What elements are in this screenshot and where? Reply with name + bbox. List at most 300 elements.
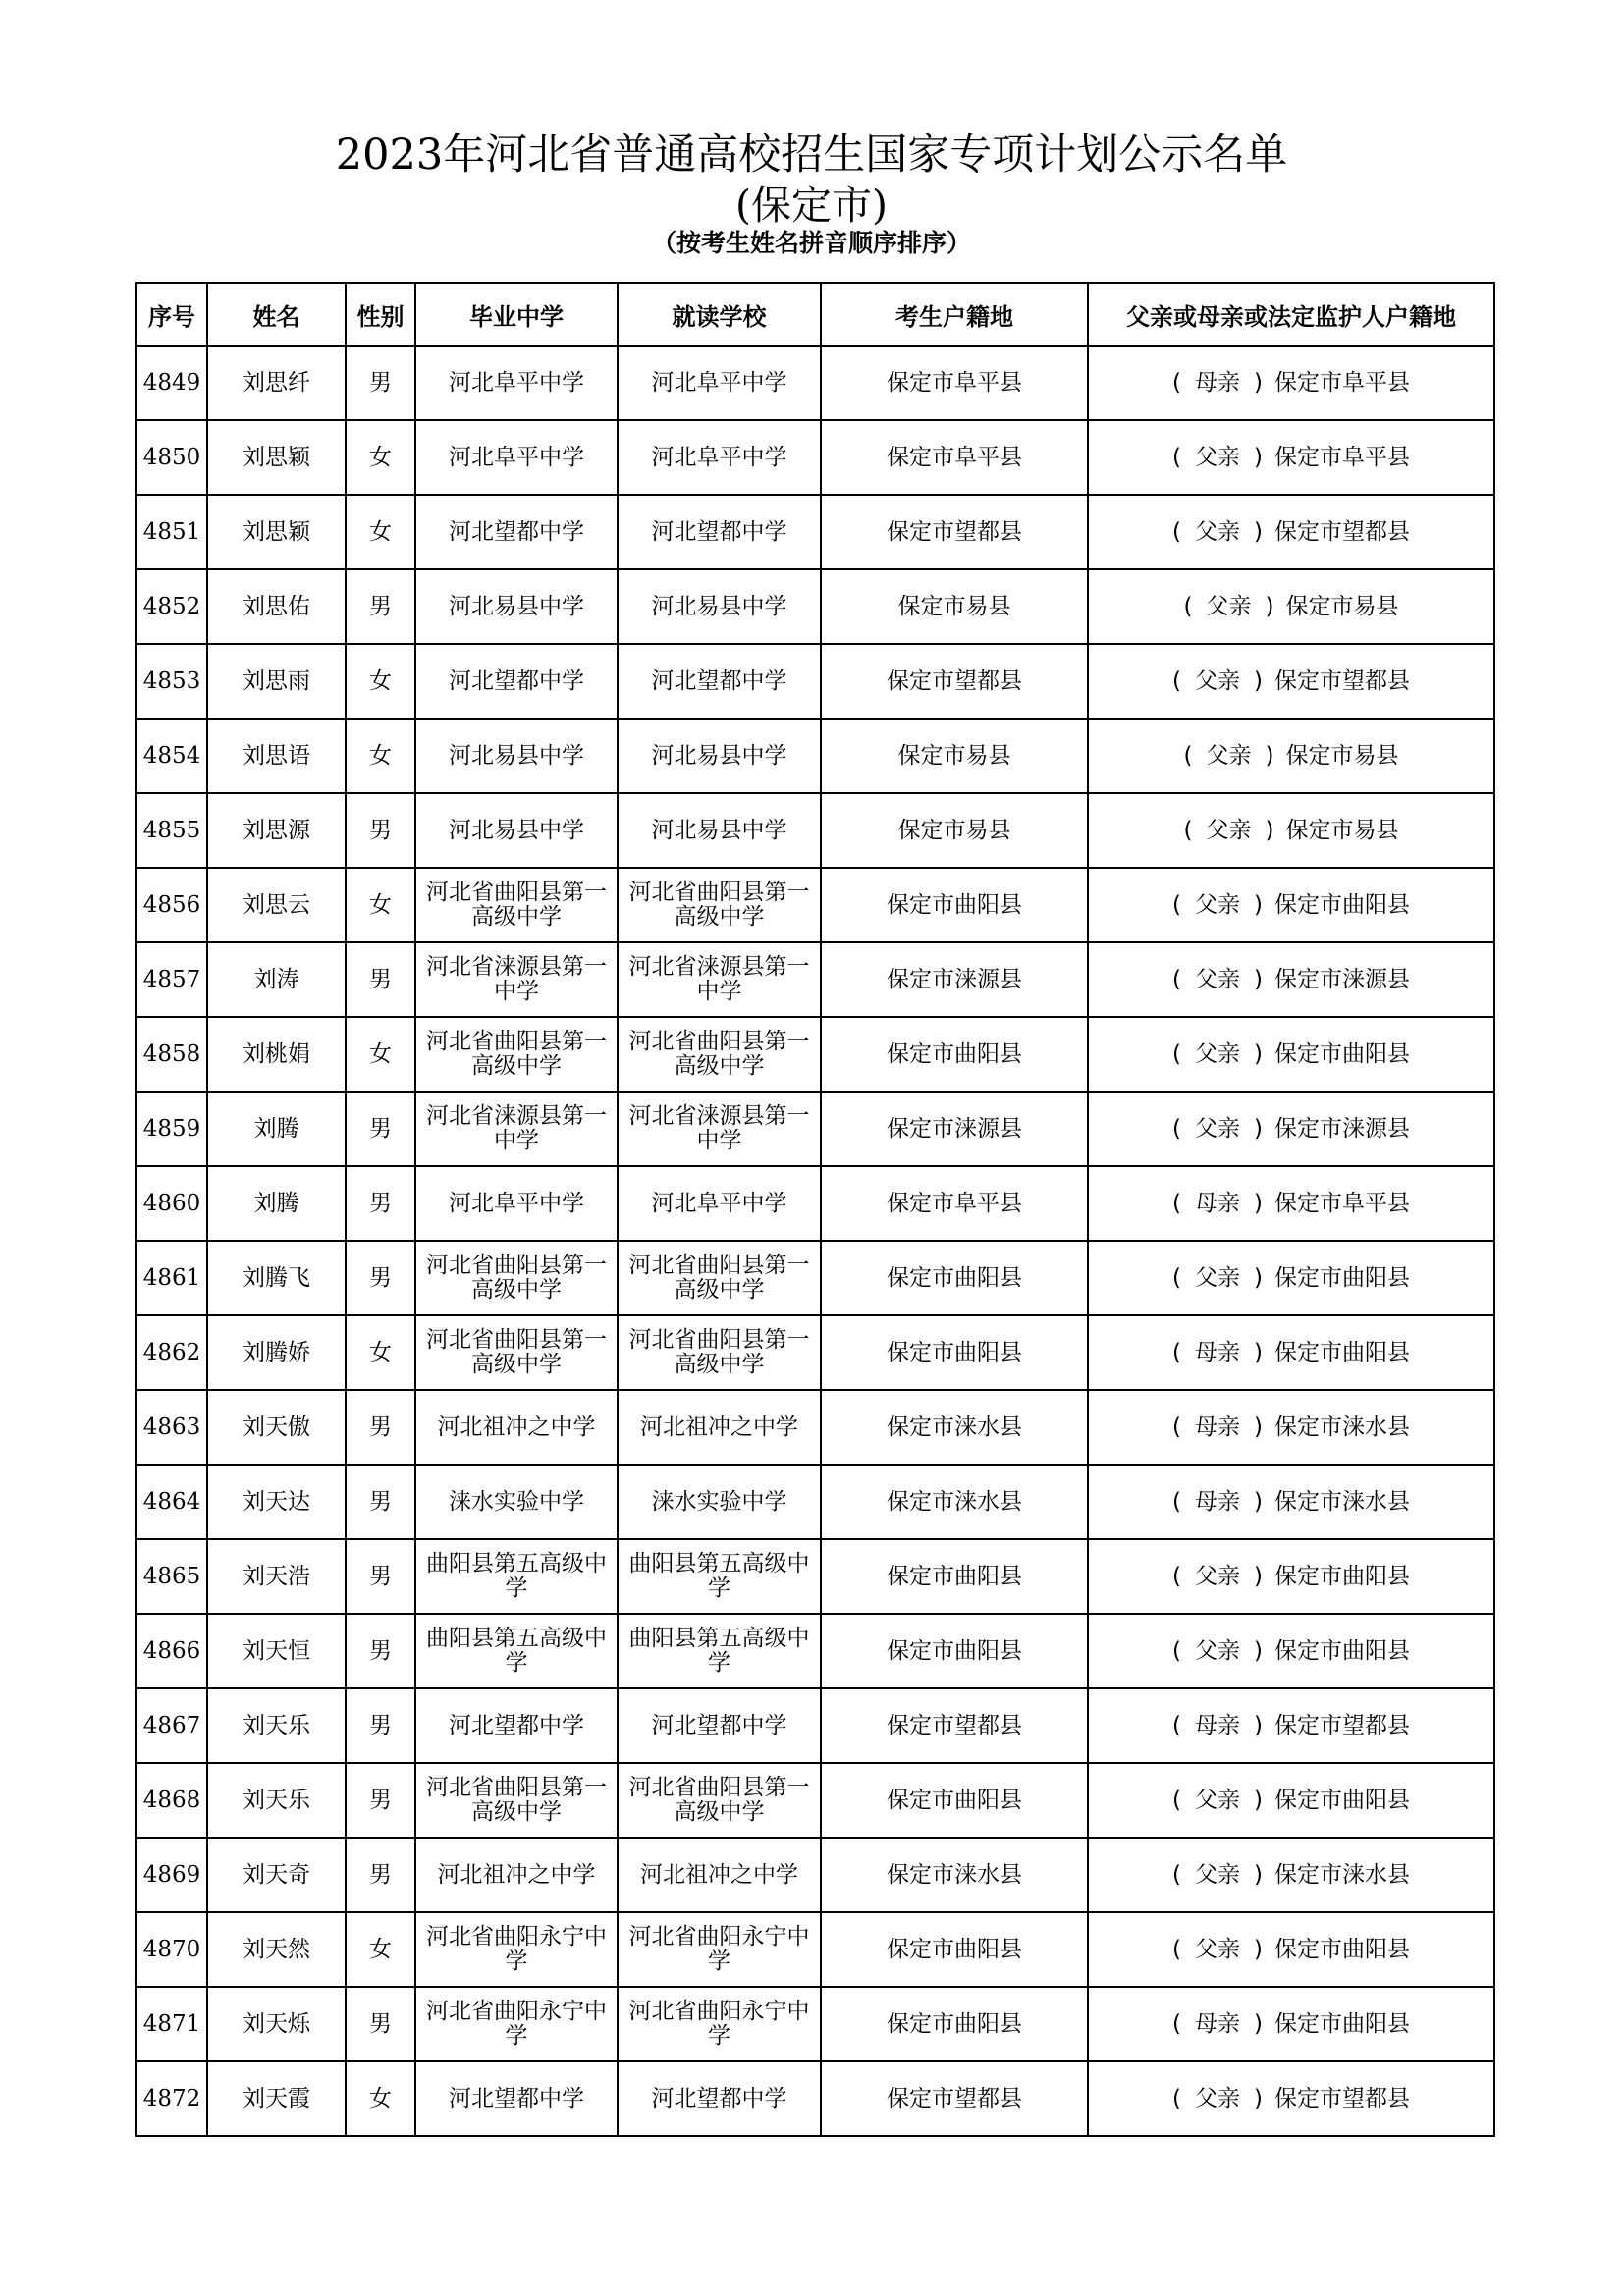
table-header-row <box>136 283 1494 346</box>
cell-seq: 4869 <box>136 1838 207 1912</box>
table-row <box>136 793 1494 868</box>
cell-name: 刘腾飞 <box>207 1241 346 1315</box>
cell-guardian <box>1088 793 1494 868</box>
guardian-relation: 父亲 <box>1195 518 1240 545</box>
sort-note: （按考生姓名拼音顺序排序） <box>651 229 971 257</box>
cell-current-school: 河北祖冲之中学 <box>618 1838 821 1912</box>
cell-grad-school: 河北祖冲之中学 <box>415 1838 618 1912</box>
cell-guardian <box>1088 1092 1494 1166</box>
cell-guardian <box>1088 644 1494 719</box>
table-row <box>136 1987 1494 2061</box>
cell-current-school: 河北省曲阳县第一高级中学 <box>618 1241 821 1315</box>
cell-current-school: 河北省曲阳永宁中学 <box>618 1987 821 2061</box>
guardian-open-paren: ( <box>1172 1339 1181 1365</box>
cell-name: 刘腾 <box>207 1092 346 1166</box>
cell-guardian <box>1088 2061 1494 2136</box>
guardian-relation: 父亲 <box>1195 2085 1240 2111</box>
guardian-close-paren: ) <box>1254 1264 1263 1291</box>
cell-gender: 女 <box>346 719 415 793</box>
cell-grad-school: 河北省涞源县第一中学 <box>415 1092 618 1166</box>
cell-residence: 保定市阜平县 <box>821 346 1088 420</box>
cell-name: 刘天达 <box>207 1465 346 1539</box>
cell-grad-school: 河北省曲阳县第一高级中学 <box>415 1017 618 1092</box>
cell-gender: 男 <box>346 1987 415 2061</box>
cell-grad-school: 河北省曲阳县第一高级中学 <box>415 1315 618 1390</box>
guardian-close-paren: ) <box>1254 1339 1263 1365</box>
guardian-relation: 母亲 <box>1195 369 1240 396</box>
cell-grad-school: 河北望都中学 <box>415 495 618 569</box>
cell-current-school: 河北阜平中学 <box>618 346 821 420</box>
cell-current-school: 河北望都中学 <box>618 1688 821 1763</box>
cell-current-school: 河北望都中学 <box>618 2061 821 2136</box>
document-title: 2023年河北省普通高校招生国家专项计划公示名单 <box>335 131 1288 180</box>
cell-current-school: 河北省曲阳永宁中学 <box>618 1912 821 1987</box>
guardian-residence: 保定市易县 <box>1285 593 1399 619</box>
cell-guardian <box>1088 1166 1494 1241</box>
guardian-open-paren: ( <box>1172 1563 1181 1589</box>
cell-residence: 保定市望都县 <box>821 1688 1088 1763</box>
cell-residence: 保定市曲阳县 <box>821 1017 1088 1092</box>
guardian-close-paren: ) <box>1254 1637 1263 1664</box>
guardian-open-paren: ( <box>1172 1414 1181 1440</box>
cell-residence: 保定市曲阳县 <box>821 1763 1088 1838</box>
cell-grad-school: 曲阳县第五高级中学 <box>415 1539 618 1614</box>
guardian-relation: 母亲 <box>1195 1339 1240 1365</box>
table-row <box>136 942 1494 1017</box>
guardian-residence: 保定市望都县 <box>1273 1712 1410 1738</box>
cell-seq: 4856 <box>136 868 207 942</box>
cell-residence: 保定市望都县 <box>821 495 1088 569</box>
table-row <box>136 346 1494 420</box>
guardian-residence: 保定市涞水县 <box>1273 1488 1410 1515</box>
cell-current-school: 河北省曲阳县第一高级中学 <box>618 1315 821 1390</box>
cell-current-school: 河北阜平中学 <box>618 1166 821 1241</box>
cell-gender: 男 <box>346 1092 415 1166</box>
cell-gender: 男 <box>346 346 415 420</box>
cell-seq: 4871 <box>136 1987 207 2061</box>
guardian-open-paren: ( <box>1172 1712 1181 1738</box>
col-header-residence: 考生户籍地 <box>821 283 1088 346</box>
cell-seq: 4861 <box>136 1241 207 1315</box>
col-header-grad-school: 毕业中学 <box>415 283 618 346</box>
cell-name: 刘天烁 <box>207 1987 346 2061</box>
guardian-close-paren: ) <box>1254 1041 1263 1067</box>
cell-residence: 保定市涞源县 <box>821 1092 1088 1166</box>
col-header-current-school: 就读学校 <box>618 283 821 346</box>
cell-current-school: 河北望都中学 <box>618 495 821 569</box>
guardian-residence: 保定市阜平县 <box>1273 1190 1410 1216</box>
table-row <box>136 1390 1494 1465</box>
cell-current-school: 涞水实验中学 <box>618 1465 821 1539</box>
cell-gender: 男 <box>346 1166 415 1241</box>
cell-residence: 保定市易县 <box>821 569 1088 644</box>
cell-grad-school: 河北省曲阳永宁中学 <box>415 1987 618 2061</box>
cell-residence: 保定市涞水县 <box>821 1838 1088 1912</box>
guardian-residence: 保定市曲阳县 <box>1273 1936 1410 1962</box>
cell-current-school: 曲阳县第五高级中学 <box>618 1614 821 1688</box>
guardian-close-paren: ) <box>1254 444 1263 470</box>
table-row <box>136 1465 1494 1539</box>
cell-current-school: 河北省曲阳县第一高级中学 <box>618 1763 821 1838</box>
cell-guardian <box>1088 868 1494 942</box>
table-row <box>136 1688 1494 1763</box>
cell-current-school: 河北省涞源县第一中学 <box>618 942 821 1017</box>
guardian-residence: 保定市曲阳县 <box>1273 1563 1410 1589</box>
table-row <box>136 1539 1494 1614</box>
cell-gender: 女 <box>346 2061 415 2136</box>
guardian-relation: 父亲 <box>1195 1264 1240 1291</box>
cell-guardian <box>1088 942 1494 1017</box>
cell-current-school: 河北易县中学 <box>618 569 821 644</box>
cell-gender: 女 <box>346 644 415 719</box>
guardian-open-paren: ( <box>1172 1115 1181 1142</box>
table-row <box>136 1838 1494 1912</box>
guardian-residence: 保定市易县 <box>1285 817 1399 843</box>
guardian-relation: 母亲 <box>1195 1488 1240 1515</box>
cell-gender: 男 <box>346 569 415 644</box>
guardian-close-paren: ) <box>1254 1563 1263 1589</box>
cell-guardian <box>1088 1241 1494 1315</box>
cell-name: 刘天乐 <box>207 1688 346 1763</box>
cell-seq: 4855 <box>136 793 207 868</box>
cell-gender: 男 <box>346 1838 415 1912</box>
cell-current-school: 河北易县中学 <box>618 719 821 793</box>
cell-seq: 4854 <box>136 719 207 793</box>
cell-grad-school: 河北阜平中学 <box>415 346 618 420</box>
cell-name: 刘思雨 <box>207 644 346 719</box>
cell-seq: 4853 <box>136 644 207 719</box>
guardian-relation: 父亲 <box>1195 444 1240 470</box>
cell-grad-school: 曲阳县第五高级中学 <box>415 1614 618 1688</box>
guardian-residence: 保定市涞源县 <box>1273 1115 1410 1142</box>
guardian-close-paren: ) <box>1254 1414 1263 1440</box>
cell-seq: 4865 <box>136 1539 207 1614</box>
cell-grad-school: 河北省曲阳县第一高级中学 <box>415 868 618 942</box>
cell-gender: 男 <box>346 1390 415 1465</box>
cell-seq: 4858 <box>136 1017 207 1092</box>
guardian-residence: 保定市阜平县 <box>1273 369 1410 396</box>
guardian-relation: 父亲 <box>1195 1041 1240 1067</box>
cell-gender: 女 <box>346 1017 415 1092</box>
cell-residence: 保定市曲阳县 <box>821 1539 1088 1614</box>
cell-seq: 4849 <box>136 346 207 420</box>
cell-guardian <box>1088 1465 1494 1539</box>
guardian-close-paren: ) <box>1254 518 1263 545</box>
col-header-name: 姓名 <box>207 283 346 346</box>
guardian-close-paren: ) <box>1254 966 1263 992</box>
cell-residence: 保定市涞水县 <box>821 1465 1088 1539</box>
guardian-close-paren: ) <box>1254 1861 1263 1888</box>
guardian-relation: 母亲 <box>1195 1414 1240 1440</box>
guardian-open-paren: ( <box>1172 966 1181 992</box>
cell-gender: 男 <box>346 942 415 1017</box>
guardian-open-paren: ( <box>1172 1264 1181 1291</box>
table-row <box>136 868 1494 942</box>
cell-gender: 男 <box>346 1465 415 1539</box>
cell-name: 刘天傲 <box>207 1390 346 1465</box>
guardian-residence: 保定市曲阳县 <box>1273 1787 1410 1813</box>
guardian-open-paren: ( <box>1183 593 1193 619</box>
cell-name: 刘天霞 <box>207 2061 346 2136</box>
guardian-relation: 父亲 <box>1195 1563 1240 1589</box>
cell-residence: 保定市望都县 <box>821 644 1088 719</box>
guardian-close-paren: ) <box>1254 667 1263 694</box>
table-row <box>136 1315 1494 1390</box>
col-header-guardian-residence: 父亲或母亲或法定监护人户籍地 <box>1088 283 1494 346</box>
guardian-open-paren: ( <box>1172 1787 1181 1813</box>
guardian-residence: 保定市曲阳县 <box>1273 1041 1410 1067</box>
cell-guardian <box>1088 420 1494 495</box>
guardian-open-paren: ( <box>1172 891 1181 918</box>
guardian-close-paren: ) <box>1254 1190 1263 1216</box>
guardian-close-paren: ) <box>1265 593 1274 619</box>
cell-gender: 女 <box>346 495 415 569</box>
cell-guardian <box>1088 1838 1494 1912</box>
cell-seq: 4866 <box>136 1614 207 1688</box>
cell-grad-school: 河北望都中学 <box>415 2061 618 2136</box>
cell-residence: 保定市易县 <box>821 793 1088 868</box>
cell-residence: 保定市涞水县 <box>821 1390 1088 1465</box>
cell-guardian <box>1088 1987 1494 2061</box>
guardian-relation: 父亲 <box>1195 667 1240 694</box>
cell-residence: 保定市曲阳县 <box>821 1614 1088 1688</box>
cell-name: 刘思纤 <box>207 346 346 420</box>
cell-guardian <box>1088 1315 1494 1390</box>
guardian-relation: 父亲 <box>1195 966 1240 992</box>
roster-body <box>136 346 1494 2136</box>
cell-residence: 保定市阜平县 <box>821 1166 1088 1241</box>
cell-gender: 男 <box>346 1539 415 1614</box>
cell-residence: 保定市涞源县 <box>821 942 1088 1017</box>
cell-guardian <box>1088 1688 1494 1763</box>
guardian-residence: 保定市曲阳县 <box>1273 1339 1410 1365</box>
table-row <box>136 495 1494 569</box>
cell-name: 刘思云 <box>207 868 346 942</box>
table-row <box>136 2061 1494 2136</box>
guardian-relation: 父亲 <box>1195 1936 1240 1962</box>
guardian-open-paren: ( <box>1172 1488 1181 1515</box>
guardian-open-paren: ( <box>1172 1190 1181 1216</box>
cell-residence: 保定市阜平县 <box>821 420 1088 495</box>
guardian-residence: 保定市涞源县 <box>1273 966 1410 992</box>
guardian-close-paren: ) <box>1254 1712 1263 1738</box>
table-row <box>136 1166 1494 1241</box>
cell-guardian <box>1088 1390 1494 1465</box>
cell-seq: 4859 <box>136 1092 207 1166</box>
cell-seq: 4868 <box>136 1763 207 1838</box>
cell-current-school: 河北祖冲之中学 <box>618 1390 821 1465</box>
cell-residence: 保定市曲阳县 <box>821 1912 1088 1987</box>
cell-residence: 保定市曲阳县 <box>821 1241 1088 1315</box>
guardian-open-paren: ( <box>1183 817 1193 843</box>
cell-seq: 4867 <box>136 1688 207 1763</box>
table-row <box>136 420 1494 495</box>
guardian-relation: 母亲 <box>1195 1712 1240 1738</box>
cell-grad-school: 河北易县中学 <box>415 569 618 644</box>
cell-guardian <box>1088 1017 1494 1092</box>
table-row <box>136 1614 1494 1688</box>
guardian-residence: 保定市曲阳县 <box>1273 1264 1410 1291</box>
document-subtitle: (保定市) <box>735 182 888 229</box>
cell-current-school: 河北阜平中学 <box>618 420 821 495</box>
cell-gender: 男 <box>346 1763 415 1838</box>
cell-gender: 女 <box>346 868 415 942</box>
guardian-relation: 父亲 <box>1195 1637 1240 1664</box>
cell-seq: 4860 <box>136 1166 207 1241</box>
table-row <box>136 1912 1494 1987</box>
cell-name: 刘思源 <box>207 793 346 868</box>
cell-current-school: 河北易县中学 <box>618 793 821 868</box>
cell-guardian <box>1088 1763 1494 1838</box>
guardian-relation: 父亲 <box>1195 1115 1240 1142</box>
table-row <box>136 644 1494 719</box>
guardian-close-paren: ) <box>1265 817 1274 843</box>
cell-grad-school: 河北省曲阳县第一高级中学 <box>415 1241 618 1315</box>
cell-name: 刘腾 <box>207 1166 346 1241</box>
cell-gender: 女 <box>346 1315 415 1390</box>
cell-residence: 保定市曲阳县 <box>821 868 1088 942</box>
cell-seq: 4872 <box>136 2061 207 2136</box>
cell-grad-school: 河北望都中学 <box>415 1688 618 1763</box>
cell-seq: 4852 <box>136 569 207 644</box>
cell-gender: 男 <box>346 1688 415 1763</box>
cell-current-school: 曲阳县第五高级中学 <box>618 1539 821 1614</box>
cell-guardian <box>1088 1912 1494 1987</box>
guardian-close-paren: ) <box>1254 1936 1263 1962</box>
cell-name: 刘天浩 <box>207 1539 346 1614</box>
guardian-residence: 保定市曲阳县 <box>1273 1637 1410 1664</box>
guardian-residence: 保定市曲阳县 <box>1273 891 1410 918</box>
guardian-open-paren: ( <box>1172 369 1181 396</box>
cell-gender: 女 <box>346 420 415 495</box>
cell-seq: 4862 <box>136 1315 207 1390</box>
roster-table <box>135 282 1495 2137</box>
cell-grad-school: 河北祖冲之中学 <box>415 1390 618 1465</box>
cell-grad-school: 河北省涞源县第一中学 <box>415 942 618 1017</box>
guardian-residence: 保定市涞水县 <box>1273 1861 1410 1888</box>
guardian-relation: 父亲 <box>1195 891 1240 918</box>
cell-residence: 保定市易县 <box>821 719 1088 793</box>
guardian-residence: 保定市望都县 <box>1273 667 1410 694</box>
cell-guardian <box>1088 569 1494 644</box>
guardian-relation: 父亲 <box>1206 742 1252 769</box>
cell-guardian <box>1088 719 1494 793</box>
cell-name: 刘天恒 <box>207 1614 346 1688</box>
cell-current-school: 河北省涞源县第一中学 <box>618 1092 821 1166</box>
guardian-residence: 保定市易县 <box>1285 742 1399 769</box>
cell-seq: 4863 <box>136 1390 207 1465</box>
cell-grad-school: 涞水实验中学 <box>415 1465 618 1539</box>
cell-current-school: 河北省曲阳县第一高级中学 <box>618 1017 821 1092</box>
guardian-residence: 保定市曲阳县 <box>1273 2010 1410 2037</box>
guardian-relation: 父亲 <box>1206 593 1252 619</box>
table-row <box>136 1763 1494 1838</box>
cell-name: 刘天奇 <box>207 1838 346 1912</box>
col-header-seq: 序号 <box>136 283 207 346</box>
guardian-residence: 保定市望都县 <box>1273 2085 1410 2111</box>
cell-name: 刘天然 <box>207 1912 346 1987</box>
cell-grad-school: 河北易县中学 <box>415 793 618 868</box>
guardian-open-paren: ( <box>1172 518 1181 545</box>
guardian-relation: 母亲 <box>1195 2010 1240 2037</box>
guardian-relation: 父亲 <box>1195 1861 1240 1888</box>
cell-name: 刘思语 <box>207 719 346 793</box>
col-header-gender: 性别 <box>346 283 415 346</box>
table-row <box>136 569 1494 644</box>
cell-name: 刘腾娇 <box>207 1315 346 1390</box>
guardian-open-paren: ( <box>1172 2085 1181 2111</box>
cell-guardian <box>1088 346 1494 420</box>
cell-guardian <box>1088 1614 1494 1688</box>
guardian-close-paren: ) <box>1254 891 1263 918</box>
cell-grad-school: 河北易县中学 <box>415 719 618 793</box>
guardian-relation: 父亲 <box>1195 1787 1240 1813</box>
cell-grad-school: 河北省曲阳县第一高级中学 <box>415 1763 618 1838</box>
cell-gender: 男 <box>346 1241 415 1315</box>
cell-grad-school: 河北望都中学 <box>415 644 618 719</box>
cell-current-school: 河北望都中学 <box>618 644 821 719</box>
cell-residence: 保定市曲阳县 <box>821 1987 1088 2061</box>
guardian-residence: 保定市涞水县 <box>1273 1414 1410 1440</box>
cell-name: 刘思颖 <box>207 420 346 495</box>
cell-name: 刘天乐 <box>207 1763 346 1838</box>
cell-name: 刘涛 <box>207 942 346 1017</box>
cell-grad-school: 河北阜平中学 <box>415 1166 618 1241</box>
cell-seq: 4870 <box>136 1912 207 1987</box>
table-row <box>136 1241 1494 1315</box>
guardian-close-paren: ) <box>1254 1488 1263 1515</box>
guardian-relation: 父亲 <box>1206 817 1252 843</box>
cell-residence: 保定市望都县 <box>821 2061 1088 2136</box>
guardian-close-paren: ) <box>1254 369 1263 396</box>
guardian-close-paren: ) <box>1254 1115 1263 1142</box>
guardian-open-paren: ( <box>1183 742 1193 769</box>
guardian-open-paren: ( <box>1172 1041 1181 1067</box>
cell-guardian <box>1088 495 1494 569</box>
guardian-residence: 保定市望都县 <box>1273 518 1410 545</box>
guardian-open-paren: ( <box>1172 1861 1181 1888</box>
guardian-close-paren: ) <box>1254 2085 1263 2111</box>
guardian-close-paren: ) <box>1254 2010 1263 2037</box>
cell-name: 刘思颖 <box>207 495 346 569</box>
cell-seq: 4864 <box>136 1465 207 1539</box>
guardian-open-paren: ( <box>1172 444 1181 470</box>
guardian-open-paren: ( <box>1172 1936 1181 1962</box>
cell-seq: 4857 <box>136 942 207 1017</box>
table-row <box>136 1092 1494 1166</box>
table-row <box>136 719 1494 793</box>
guardian-close-paren: ) <box>1254 1787 1263 1813</box>
guardian-open-paren: ( <box>1172 2010 1181 2037</box>
cell-seq: 4851 <box>136 495 207 569</box>
table-row <box>136 1017 1494 1092</box>
cell-grad-school: 河北阜平中学 <box>415 420 618 495</box>
cell-residence: 保定市曲阳县 <box>821 1315 1088 1390</box>
guardian-close-paren: ) <box>1265 742 1274 769</box>
cell-grad-school: 河北省曲阳永宁中学 <box>415 1912 618 1987</box>
guardian-open-paren: ( <box>1172 1637 1181 1664</box>
cell-name: 刘桃娟 <box>207 1017 346 1092</box>
cell-guardian <box>1088 1539 1494 1614</box>
guardian-residence: 保定市阜平县 <box>1273 444 1410 470</box>
guardian-relation: 母亲 <box>1195 1190 1240 1216</box>
cell-gender: 女 <box>346 1912 415 1987</box>
cell-seq: 4850 <box>136 420 207 495</box>
cell-current-school: 河北省曲阳县第一高级中学 <box>618 868 821 942</box>
cell-name: 刘思佑 <box>207 569 346 644</box>
guardian-open-paren: ( <box>1172 667 1181 694</box>
cell-gender: 男 <box>346 793 415 868</box>
